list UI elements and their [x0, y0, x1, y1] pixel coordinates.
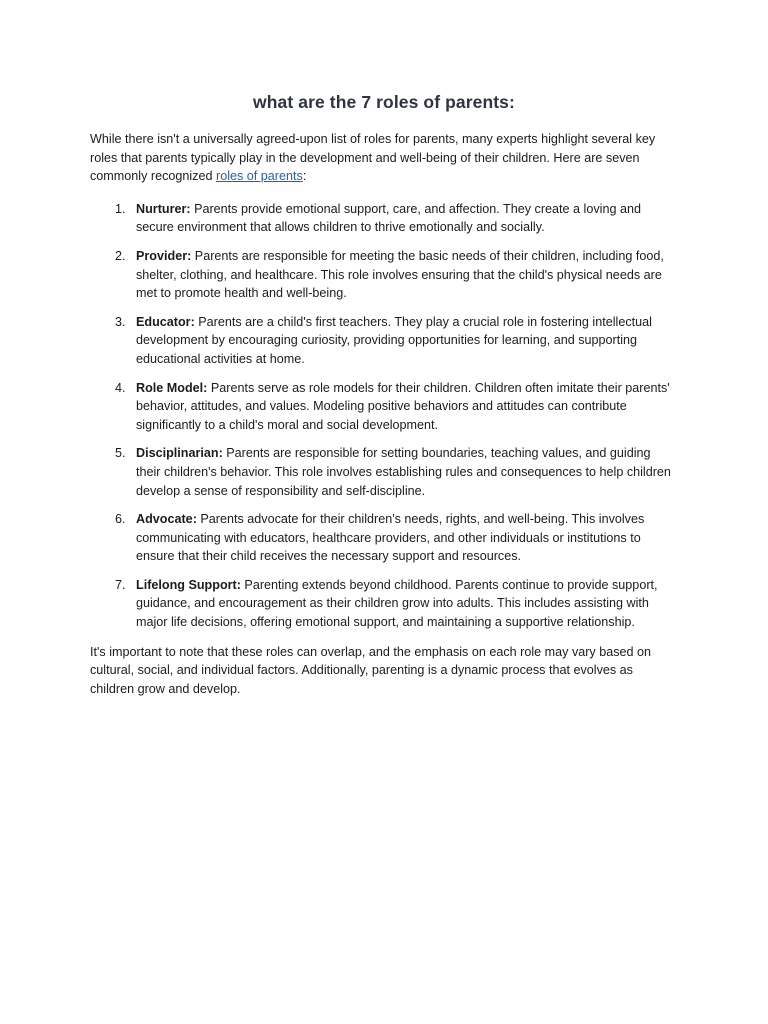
role-description: Parents are responsible for setting boundaries, teaching values, and guiding their children's behavior. This role involves establishing rules and consequences to help children develop a sense of responsibility and self-discipline.	[136, 446, 671, 498]
list-item-body	[136, 510, 678, 566]
list-item-body	[136, 247, 678, 303]
intro-text: While there isn't a universally agreed-upon list of roles for parents, many experts highlight several key roles that parents typically play in the development and well-being of their children. Here are seven commonly recognized	[90, 132, 656, 184]
roles-of-parents-link[interactable]: roles of parents	[216, 169, 303, 184]
list-item	[90, 313, 678, 369]
list-item-body	[136, 444, 678, 500]
list-item-body	[136, 313, 678, 369]
role-description: Parents advocate for their children's needs, rights, and well-being. This involves communicating with educators, healthcare providers, and other individuals or institutions to ensure that their child receives the necessary support and resources.	[136, 512, 645, 564]
list-item	[90, 200, 678, 237]
list-item-body	[136, 576, 678, 632]
role-title: Educator:	[136, 314, 195, 329]
role-description: Parents are a child's first teachers. They play a crucial role in fostering intellectual development by encouraging curiosity, providing opportunities for learning, and supporting educational activities at home.	[136, 314, 652, 366]
list-item-number: 4.	[115, 380, 126, 395]
list-item	[90, 510, 678, 566]
roles-list	[90, 200, 678, 632]
list-item-number: 6.	[115, 512, 126, 527]
list-item-body	[136, 200, 678, 237]
intro-trailing-text: :	[302, 169, 307, 184]
role-title: Nurturer:	[136, 201, 191, 216]
list-item	[90, 247, 678, 303]
list-item-number: 7.	[115, 577, 126, 592]
role-description: Parents serve as role models for their children. Children often imitate their parents' behavior, attitudes, and values. Modeling positive behaviors and attitudes can contribute significantly to a child's moral and social development.	[136, 380, 670, 432]
role-description: Parents are responsible for meeting the basic needs of their children, including food, shelter, clothing, and healthcare. This role involves ensuring that the child's physical needs are met to promote health and well-being.	[136, 248, 664, 301]
role-description: Parents provide emotional support, care, and affection. They create a loving and secure environment that allows children to thrive emotionally and socially.	[136, 201, 641, 235]
conclusion-paragraph: It's important to note that these roles can overlap, and the emphasis on each role may vary based on cultural, social, and individual factors. Additionally, parenting is a dynamic process that evolves as children grow and develop.	[90, 644, 652, 696]
intro-paragraph	[90, 130, 678, 186]
role-title: Advocate:	[136, 512, 197, 527]
list-item-number: 2.	[115, 248, 126, 263]
role-description: Parenting extends beyond childhood. Parents continue to provide support, guidance, and encouragement as their children grow into adults. This includes assisting with major life decisions, offering emotional support, and maintaining a supportive relationship.	[136, 577, 658, 630]
page-title: what are the 7 roles of parents:	[253, 92, 515, 112]
role-title: Lifelong Support:	[136, 577, 241, 592]
list-item	[90, 444, 678, 500]
list-item	[90, 576, 678, 632]
list-item	[90, 379, 678, 435]
role-title: Role Model:	[136, 380, 208, 395]
list-item-number: 1.	[115, 201, 126, 216]
list-item-number: 3.	[115, 314, 126, 329]
list-item-number: 5.	[115, 446, 126, 461]
role-title: Provider:	[136, 248, 192, 263]
role-title: Disciplinarian:	[136, 446, 223, 461]
list-item-body	[136, 379, 678, 435]
